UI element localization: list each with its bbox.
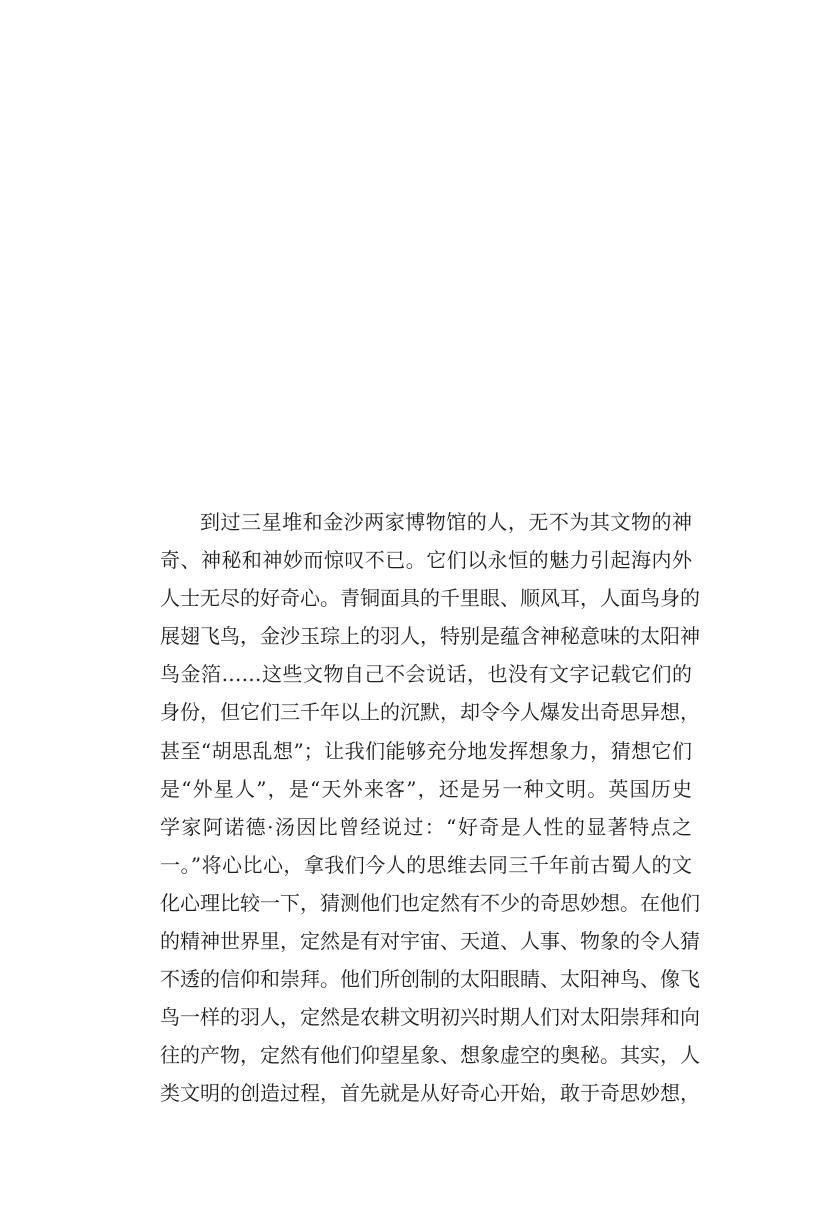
paragraph-line: 奇、神秘和神妙而惊叹不已。它们以永恒的魅力引起海内外 xyxy=(160,548,692,573)
paragraph-line: 鸟一样的羽人，定然是农耕文明初兴时期人们对太阳崇拜和向 xyxy=(160,1005,700,1030)
paragraph-line: 展翅飞鸟，金沙玉琮上的羽人，特别是蕴含神秘意味的太阳神 xyxy=(160,624,700,649)
paragraph-line: 人士无尽的好奇心。青铜面具的千里眼、顺风耳，人面鸟身的 xyxy=(160,586,700,611)
paragraph-line: 到过三星堆和金沙两家博物馆的人，无不为其文物的神 xyxy=(200,510,692,534)
paragraph-line: 鸟金箔……这些文物自己不会说话，也没有文字记载它们的 xyxy=(160,662,692,687)
paragraph-line: 身份，但它们三千年以上的沉默，却令今人爆发出奇思异想， xyxy=(160,700,700,725)
paragraph-line: 类文明的创造过程，首先就是从好奇心开始，敢于奇思妙想， xyxy=(160,1081,700,1106)
paragraph-line: 学家阿诺德·汤因比曾经说过：“好奇是人性的显著特点之 xyxy=(160,814,692,839)
paragraph-line: 一。”将心比心，拿我们今人的思维去同三千年前古蜀人的文 xyxy=(160,852,692,877)
paragraph-line: 的精神世界里，定然是有对宇宙、天道、人事、物象的令人猜 xyxy=(160,929,700,954)
paragraph-line: 往的产物，定然有他们仰望星象、想象虚空的奥秘。其实，人 xyxy=(160,1043,700,1068)
body-paragraph xyxy=(160,503,700,1113)
paragraph-line: 化心理比较一下，猜测他们也定然有不少的奇思妙想。在他们 xyxy=(160,890,700,915)
paragraph-line: 是“外星人”，是“天外来客”，还是另一种文明。英国历史 xyxy=(160,776,692,801)
paragraph-line: 甚至“胡思乱想”；让我们能够充分地发挥想象力，猜想它们 xyxy=(160,738,692,763)
paragraph-line: 不透的信仰和崇拜。他们所创制的太阳眼睛、太阳神鸟、像飞 xyxy=(160,967,700,992)
